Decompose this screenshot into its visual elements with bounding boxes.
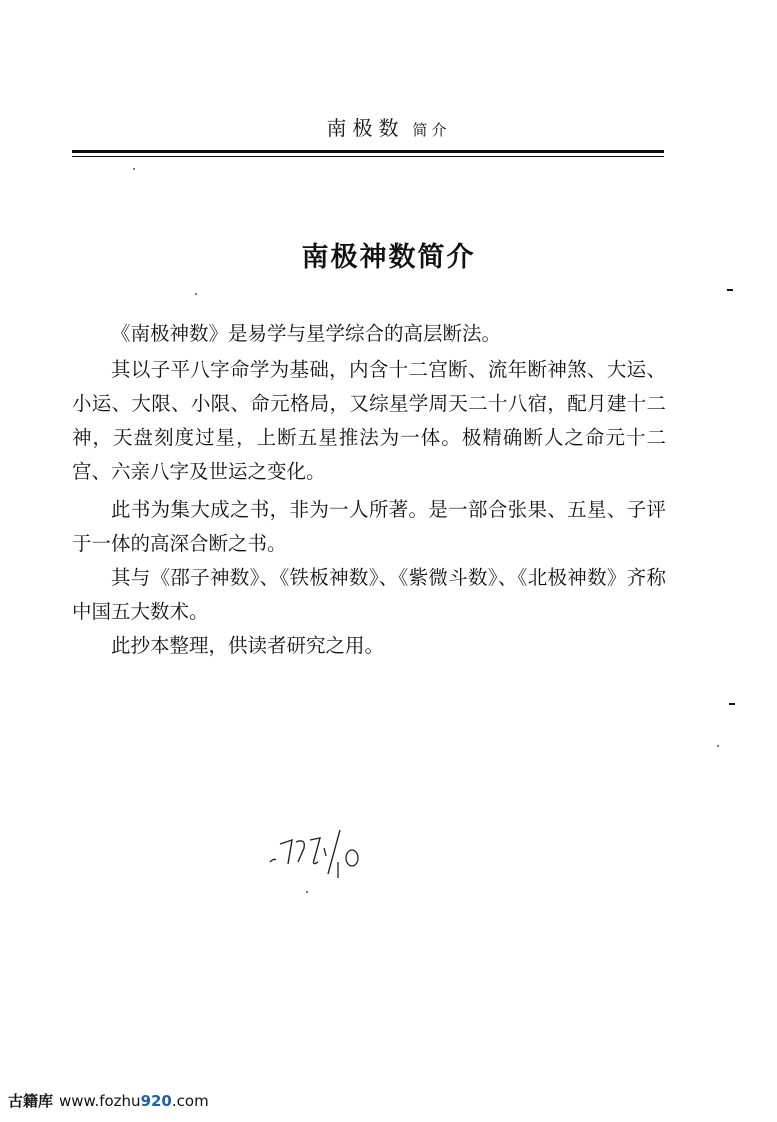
body-text [72, 317, 666, 663]
watermark [8, 1090, 209, 1111]
running-header-title: 南极数 [326, 116, 405, 140]
scan-mark [727, 289, 733, 291]
watermark-url-number: 920 [140, 1092, 172, 1110]
paragraph: 其以子平八字命学为基础，内含十二宫断、流年断神煞、大运、小运、大限、小限、命元格局，又综星学周天二十八宿，配月建十二神，天盘刻度过星，上断五星推法为一体。极精确断人之命元十二宫、六亲八字及世运之变化。 [72, 358, 666, 483]
running-header [0, 116, 777, 142]
handwritten-signature [262, 812, 392, 902]
paragraph: 其与《邵子神数》、《铁板神数》、《紫微斗数》、《北极神数》齐称中国五大数术。 [72, 566, 666, 623]
watermark-url-suffix: .com [171, 1092, 209, 1110]
scan-speck [195, 293, 197, 295]
paragraph: 此书为集大成之书，非为一人所著。是一部合张果、五星、子评于一体的高深合断之书。 [72, 498, 666, 555]
scan-speck [717, 745, 719, 747]
paragraph: 此抄本整理，供读者研究之用。 [111, 634, 385, 657]
header-rule-thin [72, 156, 664, 157]
running-header-subtitle: 简介 [412, 121, 451, 139]
page-title: 南极神数简介 [301, 242, 476, 273]
paragraph: 《南极神数》是易学与星学综合的高层断法。 [111, 322, 502, 345]
scan-mark [729, 703, 735, 705]
watermark-site-name: 古籍库 [8, 1092, 54, 1110]
header-rule-thick [72, 150, 664, 153]
scan-speck [133, 168, 135, 170]
watermark-url-prefix: www.fozhu [59, 1092, 141, 1110]
